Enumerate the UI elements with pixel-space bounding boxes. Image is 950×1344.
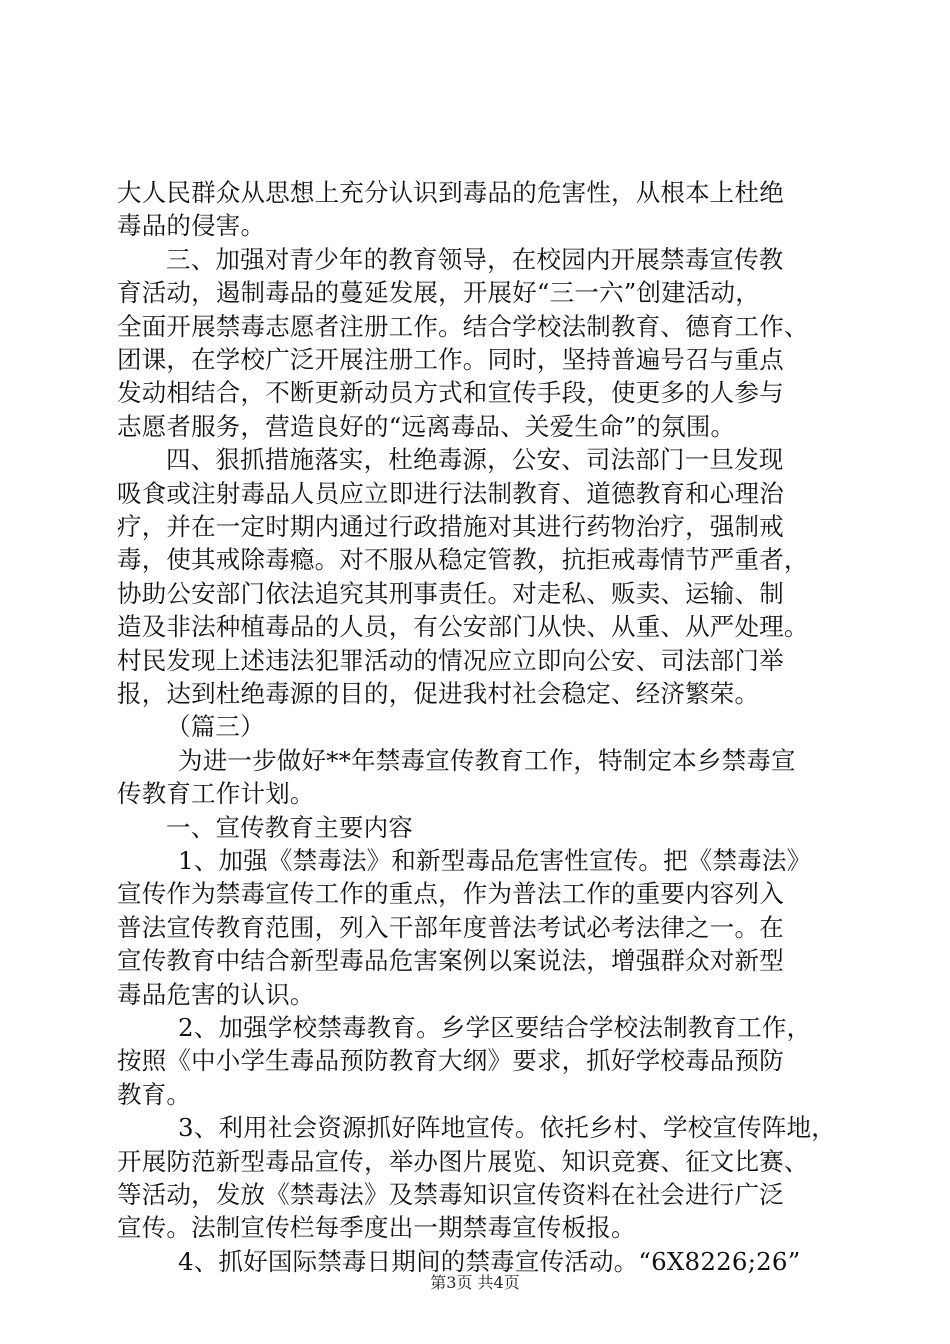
text-line: 发动相结合，不断更新动员方式和宣传手段，使更多的人参与 xyxy=(117,378,784,408)
text-line: 宣传作为禁毒宣传工作的重点，作为普法工作的重要内容列入 xyxy=(117,879,784,909)
text-line: 协助公安部门依法追究其刑事责任。对走私、贩卖、运输、制 xyxy=(117,578,784,608)
text-line: 造及非法种植毒品的人员，有公安部门从快、从重、从严处理。 xyxy=(117,612,809,642)
text-line: 宣传。法制宣传栏每季度出一期禁毒宣传板报。 xyxy=(117,1213,636,1243)
text-line: 疗，并在一定时期内通过行政措施对其进行药物治疗，强制戒 xyxy=(117,512,784,541)
paragraph-start: 3、利用社会资源抓好阵地宣传。依托乡村、学校宣传阵地， xyxy=(178,1113,836,1143)
text-line: 育活动，遏制毒品的蔓延发展，开展好“三一六”创建活动， xyxy=(117,278,760,308)
text-line: 毒，使其戒除毒瘾。对不服从稳定管教，抗拒戒毒情节严重者， xyxy=(117,545,809,575)
paragraph-start: 一、宣传教育主要内容 xyxy=(166,812,413,842)
paragraph-start: 为进一步做好**年禁毒宣传教育工作，特制定本乡禁毒宣 xyxy=(178,745,796,775)
paragraph-start: （篇三） xyxy=(166,712,265,742)
text-line: 全面开展禁毒志愿者注册工作。结合学校法制教育、德育工作、 xyxy=(117,311,809,341)
page-footer: 第3页 共4页 xyxy=(430,1273,520,1292)
paragraph-start: 4、抓好国际禁毒日期间的禁毒宣传活动。“6X8226;26” xyxy=(178,1246,801,1276)
text-line: 毒品的侵害。 xyxy=(117,211,266,241)
text-line: 大人民群众从思想上充分认识到毒品的危害性，从根本上杜绝 xyxy=(117,178,784,207)
text-line: 传教育工作计划。 xyxy=(117,779,315,809)
text-line: 吸食或注射毒品人员应立即进行法制教育、道德教育和心理治 xyxy=(117,478,784,508)
paragraph-start: 四、狠抓措施落实，杜绝毒源，公安、司法部门一旦发现 xyxy=(166,445,784,475)
text-line: 毒品危害的认识。 xyxy=(117,979,315,1009)
text-line: 宣传教育中结合新型毒品危害案例以案说法，增强群众对新型 xyxy=(117,946,784,976)
text-line: 开展防范新型毒品宣传，举办图片展览、知识竞赛、征文比赛、 xyxy=(117,1146,809,1176)
text-line: 普法宣传教育范围，列入干部年度普法考试必考法律之一。在 xyxy=(117,912,784,942)
text-line: 团课，在学校广泛开展注册工作。同时，坚持普遍号召与重点 xyxy=(117,345,784,374)
text-line: 等活动，发放《禁毒法》及禁毒知识宣传资料在社会进行广泛 xyxy=(117,1180,784,1209)
text-line: 教育。 xyxy=(117,1079,192,1109)
paragraph-start: 2、加强学校禁毒教育。乡学区要结合学校法制教育工作， xyxy=(178,1013,812,1042)
text-line: 志愿者服务，营造良好的“远离毒品、关爱生命”的氛围。 xyxy=(117,411,736,441)
paragraph-start: 1、加强《禁毒法》和新型毒品危害性宣传。把《禁毒法》 xyxy=(178,846,812,875)
text-line: 村民发现上述违法犯罪活动的情况应立即向公安、司法部门举 xyxy=(117,645,784,675)
text-line: 按照《中小学生毒品预防教育大纲》要求，抓好学校毒品预防 xyxy=(117,1046,784,1076)
paragraph-start: 三、加强对青少年的教育领导，在校园内开展禁毒宣传教 xyxy=(166,244,784,274)
text-line: 报，达到杜绝毒源的目的，促进我村社会稳定、经济繁荣。 xyxy=(117,679,760,708)
